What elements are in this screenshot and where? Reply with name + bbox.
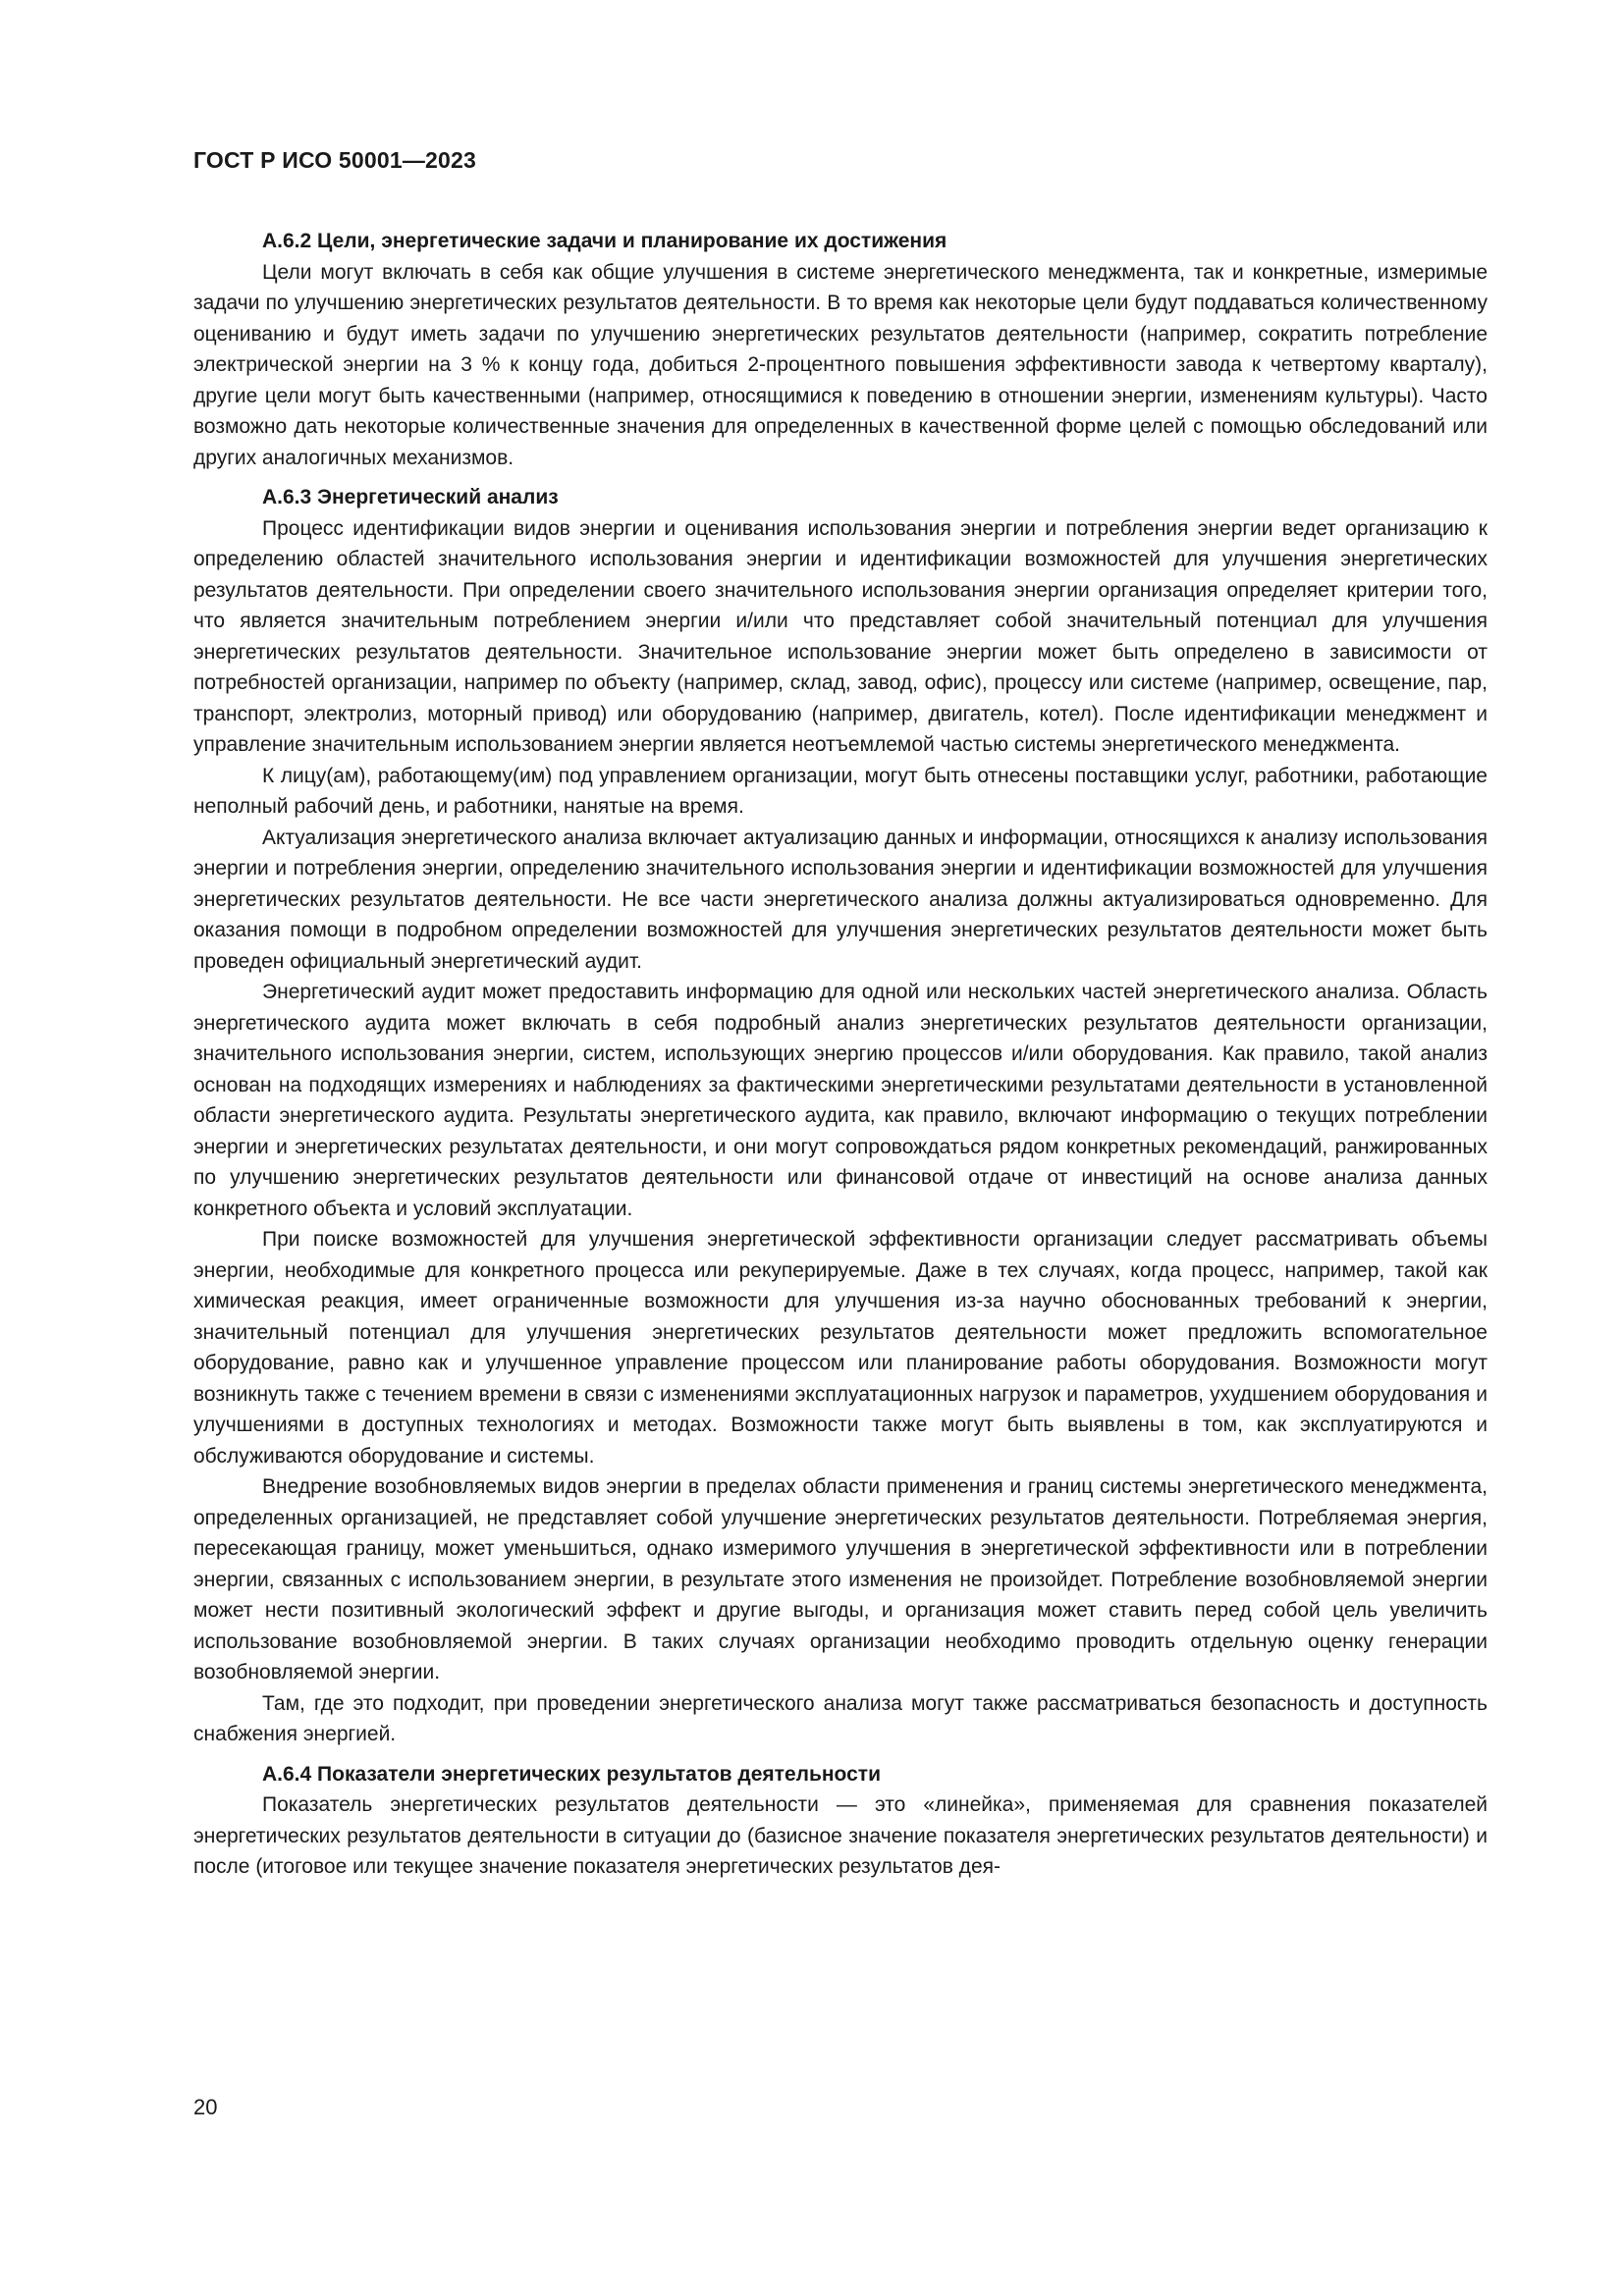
page-number: 20 — [193, 2095, 218, 2119]
document-header: ГОСТ Р ИСО 50001—2023 — [193, 147, 477, 173]
section-heading: А.6.4 Показатели энергетических результатов деятельности — [262, 1762, 881, 1786]
paragraph: Процесс идентификации видов энергии и оценивания использования энергии и потребления энергии ведет организацию к определению областей значительного использования энергии и идентификации возможностей для улучшения энергетических результатов деятельности. При определении своего значительного использования энергии организация определяет критерии того, что является значительным потреблением энергии и/или что представляет собой значительный потенциал для улучшения энергетических результатов деятельности. Значительное использование энергии может быть определено в зависимости от потребностей организации, например по объекту (например, склад, завод, офис), процессу или системе (например, освещение, пар, транспорт, электролиз, моторный привод) или оборудованию (например, двигатель, котел). После идентификации менеджмент и управление значительным использованием энергии является неотъемлемой частью системы энергетического менеджмента. — [193, 516, 1488, 756]
section-heading: А.6.3 Энергетический анализ — [262, 486, 559, 508]
section-heading: А.6.2 Цели, энергетические задачи и планирование их достижения — [262, 230, 947, 252]
paragraph: Цели могут включать в себя как общие улучшения в системе энергетического менеджмента, так и конкретные, измеримые задачи по улучшению энергетических результатов деятельности. В то время как некоторые цели будут поддаваться количественному оцениванию и будут иметь задачи по улучшению энергетических результатов деятельности (например, сократить потребление электрической энергии на 3 % к концу года, добиться 2-процентного повышения эффективности завода к четвертому кварталу), другие цели могут быть качественными (например, относящимися к поведению в отношении энергии, изменениям культуры). Часто возможно дать некоторые количественные значения для определенных в качественной форме целей с помощью обследований или других аналогичных механизмов. — [193, 260, 1488, 469]
section-a-6-4 — [193, 1759, 1488, 1883]
section-a-6-3 — [193, 482, 1488, 1750]
paragraph: Внедрение возобновляемых видов энергии в пределах области применения и границ системы энергетического менеджмента, определенных организацией, не представляет собой улучшение энергетических результатов деятельности. Потребляемая энергия, пересекающая границу, может уменьшиться, однако измеримого улучшения в энергетической эффективности или в потреблении энергии, связанных с использованием энергии, в результате этого изменения не произойдет. Потребление возобновляемой энергии может нести позитивный экологический эффект и другие выгоды, и организация может ставить перед собой цель увеличить использование возобновляемой энергии. В таких случаях организации необходимо проводить отдельную оценку генерации возобновляемой энергии. — [193, 1475, 1488, 1683]
document-body — [193, 226, 1488, 1883]
paragraph: К лицу(ам), работающему(им) под управлением организации, могут быть отнесены поставщики услуг, работники, работающие неполный рабочий день, и работники, нанятые на время. — [193, 764, 1488, 818]
paragraph: Актуализация энергетического анализа включает актуализацию данных и информации, относящихся к анализу использования энергии и потребления энергии, определению значительного использования энергии и идентификации возможностей для улучшения энергетических результатов деятельности. Не все части энергетического анализа должны актуализироваться одновременно. Для оказания помощи в подробном определении возможностей для улучшения энергетических результатов деятельности может быть проведен официальный энергетический аудит. — [193, 826, 1488, 973]
paragraph: При поиске возможностей для улучшения энергетической эффективности организации следует рассматривать объемы энергии, необходимые для конкретного процесса или рекуперируемые. Даже в тех случаях, когда процесс, например, такой как химическая реакция, имеет ограниченные возможности для улучшения из-за научно обоснованных требований к энергии, значительный потенциал для улучшения энергетических результатов деятельности может предложить вспомогательное оборудование, равно как и улучшенное управление процессом или планирование работы оборудования. Возможности могут возникнуть также с течением времени в связи с изменениями эксплуатационных нагрузок и параметров, ухудшением оборудования и улучшениями в доступных технологиях и методах. Возможности также могут быть выявлены в том, как эксплуатируются и обслуживаются оборудование и системы. — [193, 1228, 1488, 1468]
paragraph: Показатель энергетических результатов деятельности — это «линейка», применяемая для сравнения показателей энергетических результатов деятельности в ситуации до (базисное значение показателя энергетических результатов деятельности) и после (итоговое или текущее значение показателя энергетических результатов дея- — [193, 1793, 1488, 1878]
paragraph: Там, где это подходит, при проведении энергетического анализа могут также рассматриваться безопасность и доступность снабжения энергией. — [193, 1691, 1488, 1745]
paragraph: Энергетический аудит может предоставить информацию для одной или нескольких частей энергетического анализа. Область энергетического аудита может включать в себя подробный анализ энергетических результатов деятельности организации, значительного использования энергии, систем, использующих энергию процессов и/или оборудования. Как правило, такой анализ основан на подходящих измерениях и наблюдениях за фактическими энергетическими результатами деятельности в установленной области энергетического аудита. Результаты энергетического аудита, как правило, включают информацию о текущих потреблении энергии и энергетических результатах деятельности, и они могут сопровождаться рядом конкретных рекомендаций, ранжированных по улучшению энергетических результатов деятельности или финансовой отдаче от инвестиций на основе анализа данных конкретного объекта и условий эксплуатации. — [193, 981, 1488, 1220]
section-a-6-2 — [193, 226, 1488, 473]
